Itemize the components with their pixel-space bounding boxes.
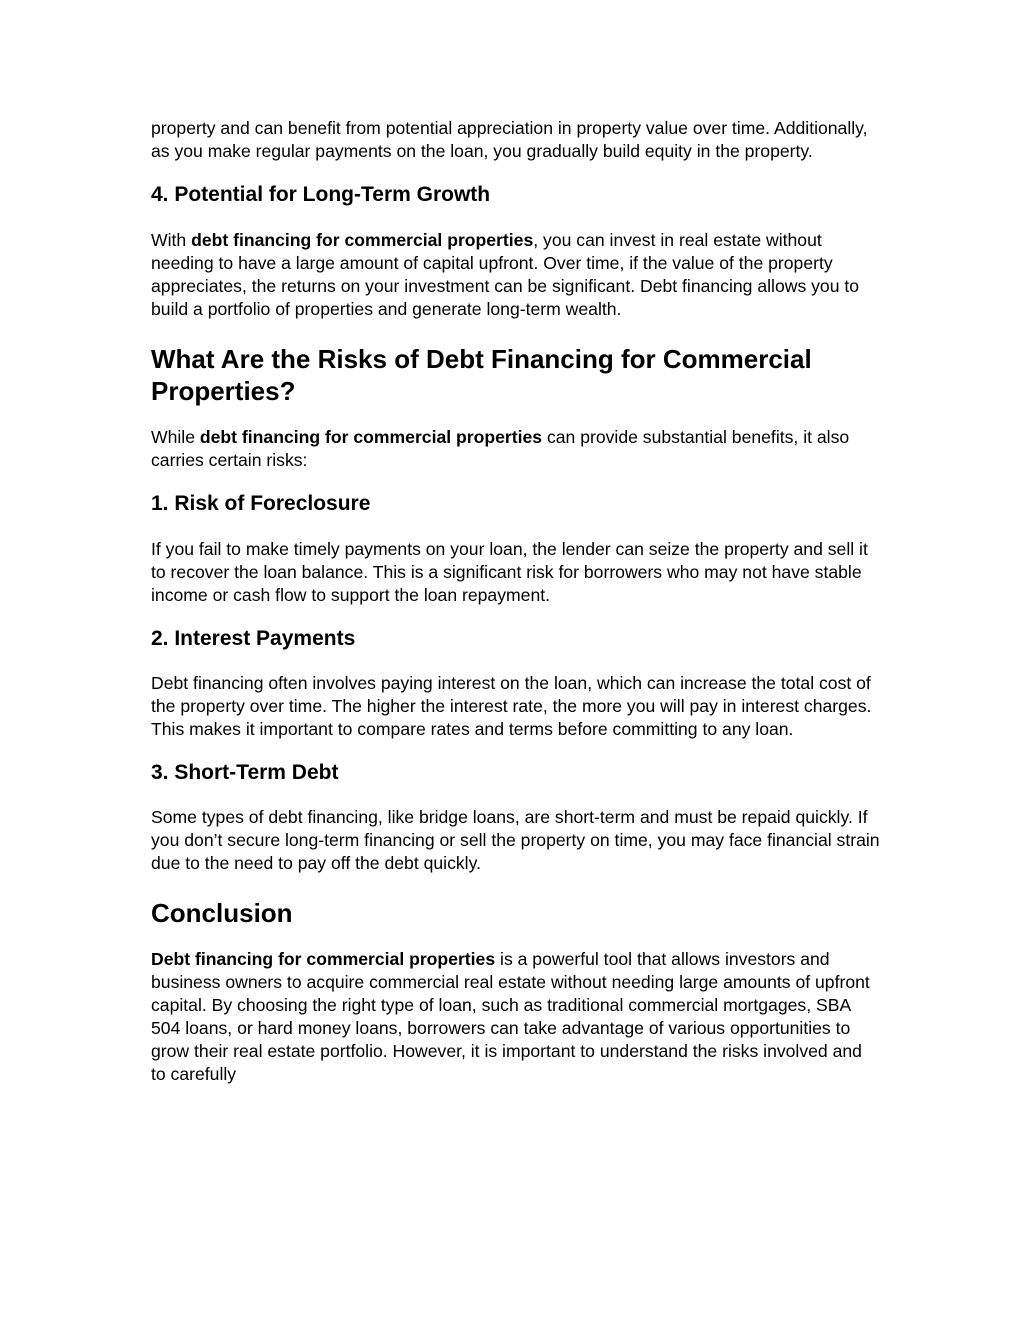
growth-body-text: , you can invest in real estate without needing to have a large amount of capital upfront. Over time, if the value of the property appreciates, the returns on your investment can be significant. Debt financing allows you to build a portfolio of properties and generate long-term wealth. xyxy=(151,230,860,319)
risks-paragraph xyxy=(151,426,881,472)
section-heading-interest-payments: 2. Interest Payments xyxy=(151,627,356,650)
section-heading-short-term-debt: 3. Short-Term Debt xyxy=(151,761,339,784)
conclusion-paragraph xyxy=(151,948,881,1086)
section-heading-foreclosure: 1. Risk of Foreclosure xyxy=(151,492,371,515)
growth-bold-term: debt financing for commercial properties xyxy=(191,230,534,250)
risks-lead-text: While xyxy=(151,427,200,447)
conclusion-body-text: is a powerful tool that allows investors and business owners to acquire commercial real estate without needing large amounts of upfront capital. By choosing the right type of loan, such as traditional commercial mortgages, SBA 504 loans, or hard money loans, borrowers can take advantage of various opportunities to grow their real estate portfolio. However, it is important to understand the risks involved and to carefully xyxy=(151,949,870,1084)
risks-bold-term: debt financing for commercial properties xyxy=(199,427,543,447)
section-heading-conclusion: Conclusion xyxy=(151,898,293,928)
section-heading-risks: What Are the Risks of Debt Financing for Commercial Properties? xyxy=(151,344,812,406)
section-heading-long-term-growth: 4. Potential for Long-Term Growth xyxy=(151,183,491,206)
interest-paragraph: Debt financing often involves paying interest on the loan, which can increase the total cost of the property over time. The higher the interest rate, the more you will pay in interest charges. This makes it important to compare rates and terms before committing to any loan. xyxy=(151,673,872,739)
intro-paragraph: property and can benefit from potential appreciation in property value over time. Additionally, as you make regular payments on the loan, you gradually build equity in the property. xyxy=(151,118,868,161)
growth-lead-text: With xyxy=(151,230,192,250)
foreclosure-paragraph: If you fail to make timely payments on your loan, the lender can seize the property and sell it to recover the loan balance. This is a significant risk for borrowers who may not have stable income or cash flow to support the loan repayment. xyxy=(151,539,868,605)
document-page xyxy=(151,117,881,1086)
growth-paragraph xyxy=(151,229,881,321)
short-term-paragraph: Some types of debt financing, like bridge loans, are short-term and must be repaid quickly. If you don’t secure long-term financing or sell the property on time, you may face financial strain due to the need to pay off the debt quickly. xyxy=(151,807,880,873)
conclusion-bold-term: Debt financing for commercial properties xyxy=(151,949,496,969)
risks-body-text: can provide substantial benefits, it also carries certain risks: xyxy=(151,427,850,470)
